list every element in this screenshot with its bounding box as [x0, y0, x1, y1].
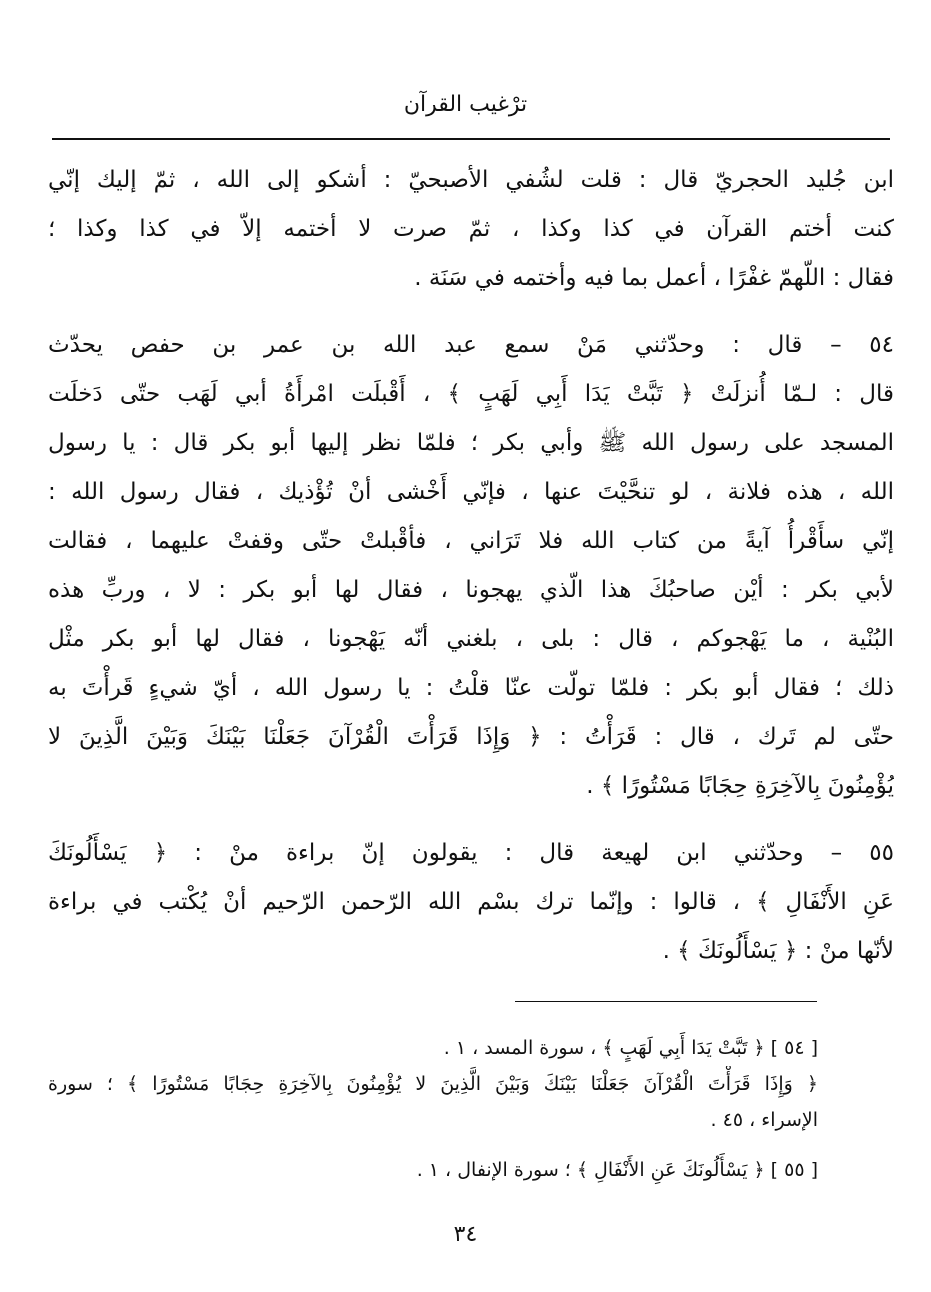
- text-line: ٥٤ – قال : وحدّثني مَنْ سمع عبد الله بن عمر بن حفص يحدّث: [48, 332, 894, 358]
- text-line: إنّي سأَقْرأُ آيةً من كتاب الله فلا تَرَاني ، فأقْبلتْ حتّى وقفتْ عليهما ، فقالت: [48, 528, 894, 554]
- text-line: ٥٥ – وحدّثني ابن لهيعة قال : يقولون إنّ براءة منْ : ﴿ يَسْأَلُونَكَ: [48, 840, 894, 866]
- text-line: البُنْية ، ما يَهْجوكم ، قال : بلى ، بلغني أنّه يَهْجونا ، فقال لها أبو بكر مثْل: [48, 626, 894, 652]
- footnote-rule: [515, 1001, 817, 1002]
- page-number: ٣٤: [453, 1222, 478, 1247]
- text-line: لأنّها منْ : ﴿ يَسْأَلُونَكَ ﴾ .: [662, 938, 894, 964]
- text-line: يُؤْمِنُونَ بِالآخِرَةِ حِجَابًا مَسْتُورًا ﴾ .: [586, 773, 894, 799]
- footnote-54: [48, 1030, 818, 1138]
- main-text: [48, 156, 894, 976]
- footnote-55: [48, 1152, 818, 1188]
- footnote-line: ﴿ وَإِذَا قَرَأْتَ الْقُرْآنَ جَعَلْنَا بَيْنَكَ وَبَيْنَ الَّذِينَ لا يُؤْمِنُونَ بِالآخِرَةِ حِجَابًا مَسْتُورًا ﴾ ؛ سورة: [48, 1073, 818, 1095]
- paragraph-54: [48, 321, 894, 811]
- text-line: حتّى لم تَرك ، قال : قَرَأْتُ : ﴿ وَإِذَا قَرَأْتَ الْقُرْآنَ جَعَلْنَا بَيْنَكَ وَبَيْنَ الَّذِينَ لا: [48, 724, 894, 750]
- text-line: كنت أختم القرآن في كذا وكذا ، ثمّ صرت لا أختمه إلاّ في كذا وكذا ؛: [48, 216, 894, 242]
- text-line: عَنِ الأَنْفَالِ ﴾ ، قالوا : وإنّما ترك بسْم الله الرّحمن الرّحيم أنْ يُكْتب في براءة: [48, 889, 894, 915]
- running-title: ترْغيب القرآن: [403, 92, 528, 117]
- text-line: ابن جُليد الحجريّ قال : قلت لشُفي الأصبحيّ : أشكو إلى الله ، ثمّ إليك إنّي: [48, 167, 894, 193]
- text-line: المسجد على رسول الله ﷺ وأبي بكر ؛ فلمّا نظر إليها أبو بكر قال : يا رسول: [48, 430, 894, 456]
- footnote-line: [ ٥٤ ] ﴿ تَبَّتْ يَدَا أَبِي لَهَبٍ ﴾ ، سورة المسد ، ١ .: [443, 1037, 818, 1059]
- text-line: الله ، هذه فلانة ، لو تنحَّيْتَ عنها ، فإنّي أَخْشى أنْ تُؤْذيك ، فقال رسول الله :: [48, 479, 894, 505]
- footnote-line: الإسراء ، ٤٥ .: [710, 1109, 818, 1131]
- footnote-line: [ ٥٥ ] ﴿ يَسْأَلُونَكَ عَنِ الأَنْفَالِ ﴾ ؛ سورة الإنفال ، ١ .: [416, 1159, 818, 1181]
- paragraph-continuation: [48, 156, 894, 303]
- paragraph-55: [48, 829, 894, 976]
- text-line: لأبي بكر : أيْن صاحبُكَ هذا الّذي يهجونا ، فقال لها أبو بكر : لا ، وربِّ هذه: [48, 577, 894, 603]
- text-line: قال : لـمّا أُنزلَتْ ﴿ تَبَّتْ يَدَا أَبِي لَهَبٍ ﴾ ، أَقْبلَت امْرأَةُ أبي لَهَب حتّى دَخلَت: [48, 381, 894, 407]
- text-line: فقال : اللّهمّ غفْرًا ، أعمل بما فيه وأختمه في سَنَة .: [414, 265, 894, 291]
- text-line: ذلك ؛ فقال أبو بكر : فلمّا تولّت عنّا قلْتُ : يا رسول الله ، أيّ شيءٍ قَرأْتَ به: [48, 675, 894, 701]
- header-rule: [52, 138, 890, 140]
- footnotes: [48, 1030, 818, 1188]
